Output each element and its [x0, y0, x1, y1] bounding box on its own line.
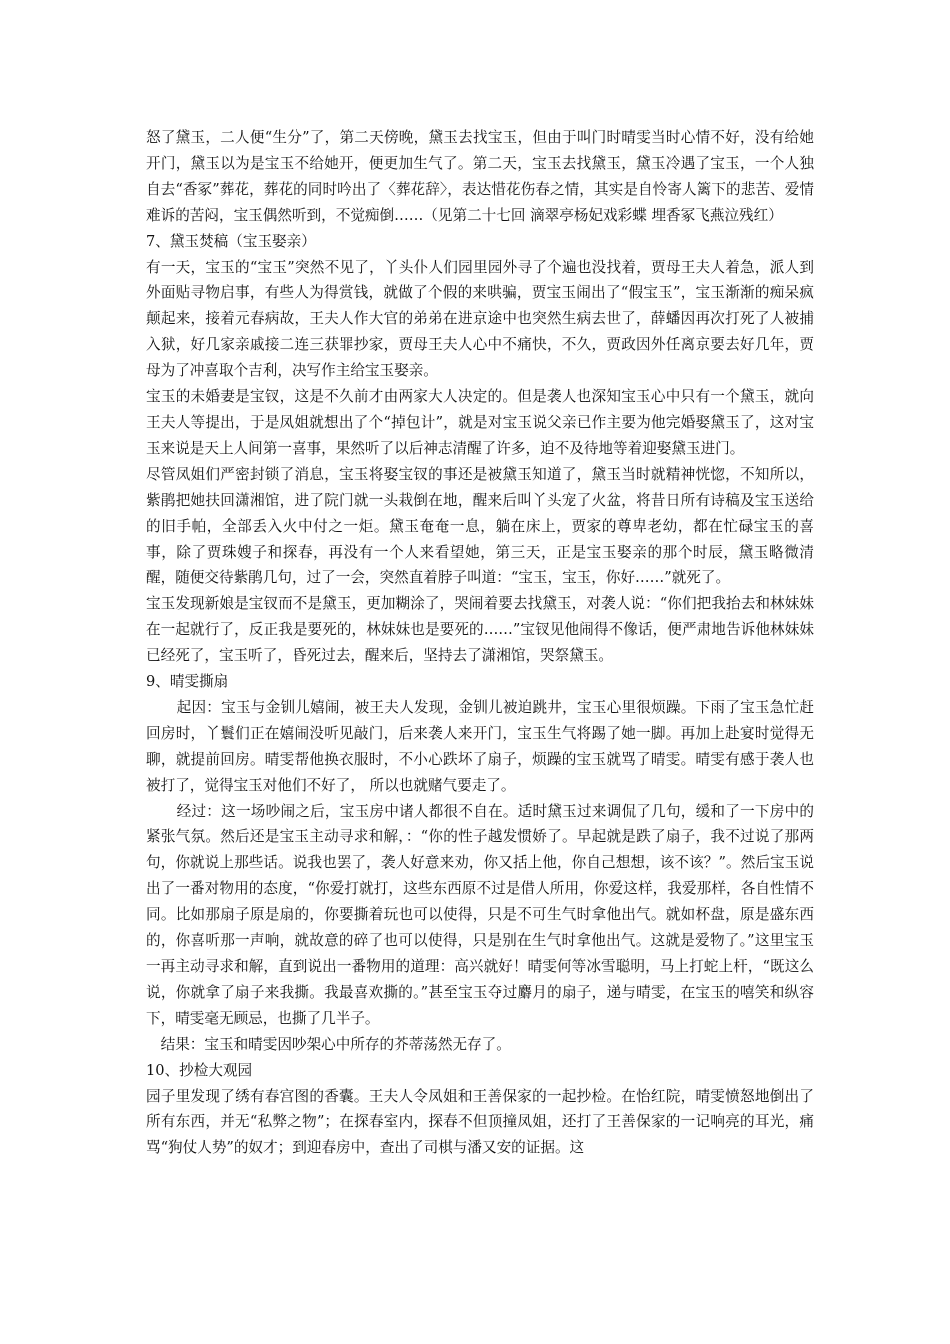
paragraph-process: 经过：这一场吵闹之后，宝玉房中诸人都很不自在。适时黛玉过来调侃了几句，缓和了一下房中的紧张气氛。然后还是宝玉主动寻求和解，：“你的性子越发惯娇了。早起就是跌了扇子，我不过说了那两句，你就说上那些话。说我也罢了，袭人好意来劝，你又括上他，你自己想想，该不该？”。然后宝玉说出了一番对物用的态度，“你爱打就打，这些东西原不过是借人所用，你爱这样，我爱那样，各自性情不同。比如那扇子原是扇的，你要撕着玩也可以使得，只是不可生气时拿他出气。就如杯盘，原是盛东西的，你喜听那一声响，就故意的碎了也可以使得，只是别在生气时拿他出气。这就是爱物了。”这里宝玉一再主动寻求和解，直到说出一番物用的道理：高兴就好！晴雯何等冰雪聪明，马上打蛇上杆，“既这么说，你就拿了扇子来我撕。我最喜欢撕的。”甚至宝玉夺过麝月的扇子，递与晴雯，在宝玉的嘻笑和纵容下，晴雯毫无顾忌，也撕了几半子。 — [146, 802, 814, 1027]
paragraph-baoyu-mourns: 宝玉发现新娘是宝钗而不是黛玉，更加糊涂了，哭闹着要去找黛玉，对袭人说：“你们把我抬去和林妹妹在一起就行了，反正我是要死的，林妹妹也是要死的……”宝钗见他闹得不像话，便严肃地告诉他林妹妹已经死了，宝玉听了，昏死过去，醒来后，坚持去了潇湘馆，哭祭黛玉。 — [146, 595, 814, 665]
paragraph-daiyu-burial: 怒了黛玉，二人便“生分”了，第二天傍晚，黛玉去找宝玉，但由于叫门时晴雯当时心情不好，没有给她开门，黛玉以为是宝玉不给她开，便更加生气了。第二天，宝玉去找黛玉，黛玉冷遇了宝玉，一个人独自去“香冢”葬花，葬花的同时吟出了〈葬花辞〉，表达惜花伤春之情，其实是自怜寄人篱下的悲苦、爱情难诉的苦闷，宝玉偶然听到，不觉痴倒……（见第二十七回 滴翠亭杨妃戏彩蝶 埋香冢飞燕泣残红） — [146, 129, 814, 224]
paragraph-fiancee: 宝玉的未婚妻是宝钗，这是不久前才由两家大人决定的。但是袭人也深知宝玉心中只有一个黛玉，就向王夫人等提出，于是凤姐就想出了个“掉包计”，就是对宝玉说父亲已作主要为他完婚娶黛玉了，这对宝玉来说是天上人间第一喜事，果然听了以后神志清醒了许多，迫不及待地等着迎娶黛玉进门。 — [146, 388, 814, 457]
paragraph-cause: 起因：宝玉与金钏儿嬉闹，被王夫人发现，金钏儿被迫跳井，宝玉心里很烦躁。下雨了宝玉急忙赶回房时，丫鬟们正在嬉闹没听见敲门，后来袭人来开门，宝玉生气将踢了她一脚。再加上赴宴时觉得无聊，就提前回房。晴雯帮他换衣服时，不小心跌坏了扇子，烦躁的宝玉就骂了晴雯。晴雯有感于袭人也被打了，觉得宝玉对他们不好了， 所以也就赌气要走了。 — [146, 698, 814, 794]
document-page — [146, 125, 814, 1161]
section-heading-9: 9、晴雯撕扇 — [146, 673, 229, 691]
section-heading-7: 7、黛玉焚稿（宝玉娶亲） — [146, 232, 316, 250]
paragraph-result: 结果：宝玉和晴雯因吵架心中所存的芥蒂荡然无存了。 — [160, 1035, 511, 1053]
paragraph-lost-jade: 有一天，宝玉的“宝玉”突然不见了，丫头仆人们园里园外寻了个遍也没找着，贾母王夫人着急，派人到外面贴寻物启事，有些人为得赏钱，就做了个假的来哄骗，贾宝玉闹出了“假宝玉”，宝玉渐渐的痴呆疯颠起来，接着元春病故，王夫人作大官的弟弟在进京途中也突然生病去世了，薛蟠因再次打死了人被捕入狱，好几家亲戚接二连三获罪抄家，贾母王夫人心中不痛快，不久，贾政因外任离京要去好几年，贾母为了冲喜取个吉利，决写作主给宝玉娶亲。 — [146, 258, 814, 380]
paragraph-burning-drafts: 尽管凤姐们严密封锁了消息，宝玉将娶宝钗的事还是被黛玉知道了，黛玉当时就精神恍惚，不知所以，紫鹃把她扶回潇湘馆，进了院门就一头栽倒在地，醒来后叫丫头宠了火盆，将昔日所有诗稿及宝玉送给的旧手帕，全部丢入火中付之一炬。黛玉奄奄一息，躺在床上，贾家的尊卑老幼，都在忙碌宝玉的喜事，除了贾珠嫂子和探春，再没有一个人来看望她，第三天，正是宝玉娶亲的那个时辰，黛玉略微清醒，随便交待紫鹃几句，过了一会，突然直着脖子叫道：“宝玉，宝玉，你好……”就死了。 — [146, 465, 814, 587]
section-heading-10: 10、抄检大观园 — [146, 1061, 253, 1079]
paragraph-garden-search: 园子里发现了绣有春宫图的香囊。王夫人令凤姐和王善保家的一起抄检。在怡红院，晴雯愤怒地倒出了所有东西，并无“私弊之物”；在探春室内，探春不但顶撞凤姐，还打了王善保家的一记响亮的耳光，痛骂“狗仗人势”的奴才；到迎春房中，查出了司棋与潘又安的证据。这 — [146, 1087, 814, 1157]
